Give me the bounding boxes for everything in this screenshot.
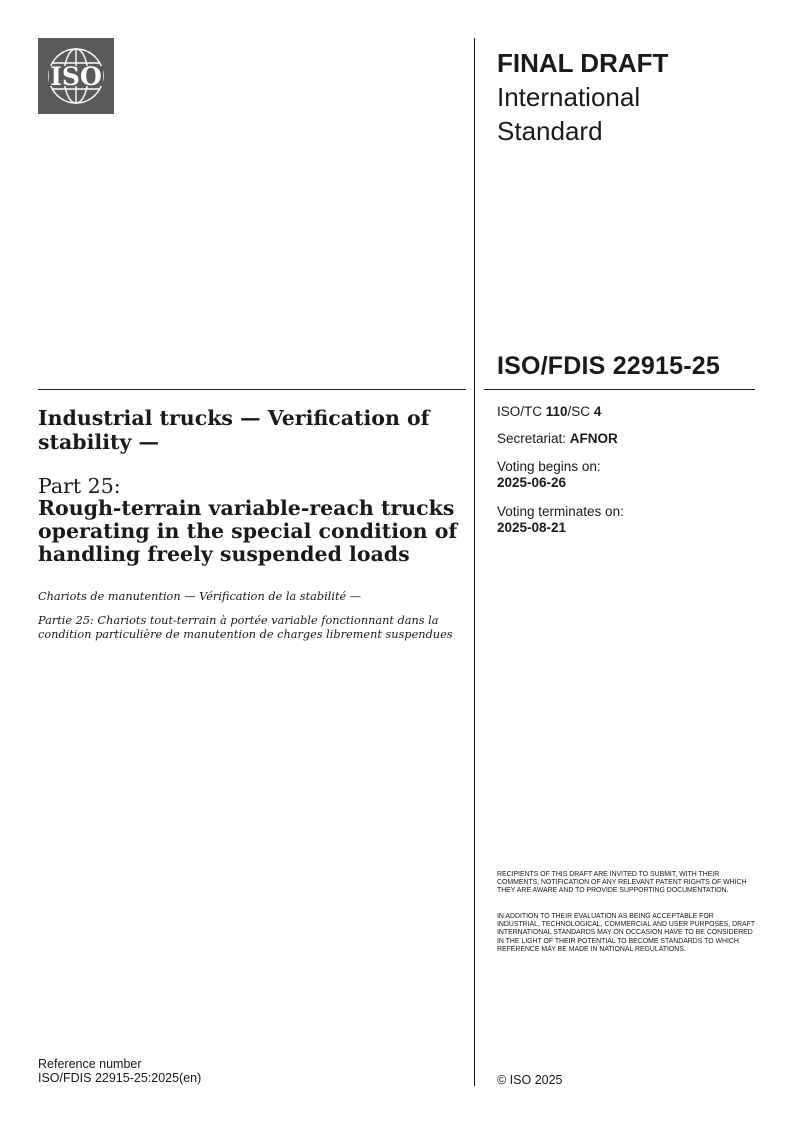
part-number: Part 25:: [38, 474, 121, 498]
status-line-3: Standard: [497, 116, 603, 146]
vertical-divider: [474, 38, 475, 1086]
document-status: [497, 46, 757, 148]
voting-terminates-label: Voting terminates on:: [497, 504, 624, 519]
french-title-main: Chariots de manutention — Vérification de la stabilité —: [38, 590, 362, 603]
reference-label: Reference number: [38, 1057, 142, 1071]
notice-paragraph-1: RECIPIENTS OF THIS DRAFT ARE INVITED TO SUBMIT, WITH THEIR COMMENTS, NOTIFICATION OF ANY RELEVANT PATENT RIGHTS OF WHICH THEY ARE AWARE AND TO PROVIDE SUPPORTING DOCUMENTATION.: [497, 871, 747, 895]
committee: ISO/TC 110/SC 4: [497, 404, 602, 419]
voting-terminates-date: 2025-08-21: [497, 520, 567, 535]
voting-begins-date: 2025-06-26: [497, 475, 567, 490]
status-line-2: International: [497, 82, 641, 112]
voting-begins-label: Voting begins on:: [497, 459, 601, 474]
voting-terminates: [497, 504, 624, 536]
document-number: ISO/FDIS 22915-25: [497, 352, 720, 380]
reference-number: [38, 1058, 201, 1085]
horizontal-rule-right: [484, 389, 755, 390]
voting-begins: [497, 459, 601, 491]
iso-logo: [38, 38, 114, 114]
status-line-1: FINAL DRAFT: [497, 48, 669, 78]
part-title: Rough-terrain variable-reach trucks operating in the special condition of handling freely suspended loads: [38, 496, 458, 566]
logo-text: ISO: [50, 62, 102, 91]
globe-icon: [38, 38, 114, 114]
secretariat: Secretariat: AFNOR: [497, 431, 618, 446]
copyright: © ISO 2025: [497, 1073, 563, 1087]
notice-paragraph-2: IN ADDITION TO THEIR EVALUATION AS BEING ACCEPTABLE FOR INDUSTRIAL, TECHNOLOGICAL, COMMERCIAL AND USER PURPOSES, DRAFT INTERNATIONAL STANDARDS MAY ON OCCASION HAVE TO BE CONSIDERED IN THE LIGHT OF THEIR POTENTIAL TO BECOME STANDARDS TO WHICH REFERENCE MAY BE MADE IN NATIONAL REGULATIONS.: [497, 913, 755, 953]
horizontal-rule-left: [38, 389, 466, 390]
french-part-title: Partie 25: Chariots tout-terrain à portée variable fonctionnant dans la condition particulière de manutention de charges librement suspendues: [38, 614, 453, 641]
reference-value: ISO/FDIS 22915-25:2025(en): [38, 1070, 202, 1085]
title-main: Industrial trucks — Verification of stability —: [38, 406, 430, 454]
